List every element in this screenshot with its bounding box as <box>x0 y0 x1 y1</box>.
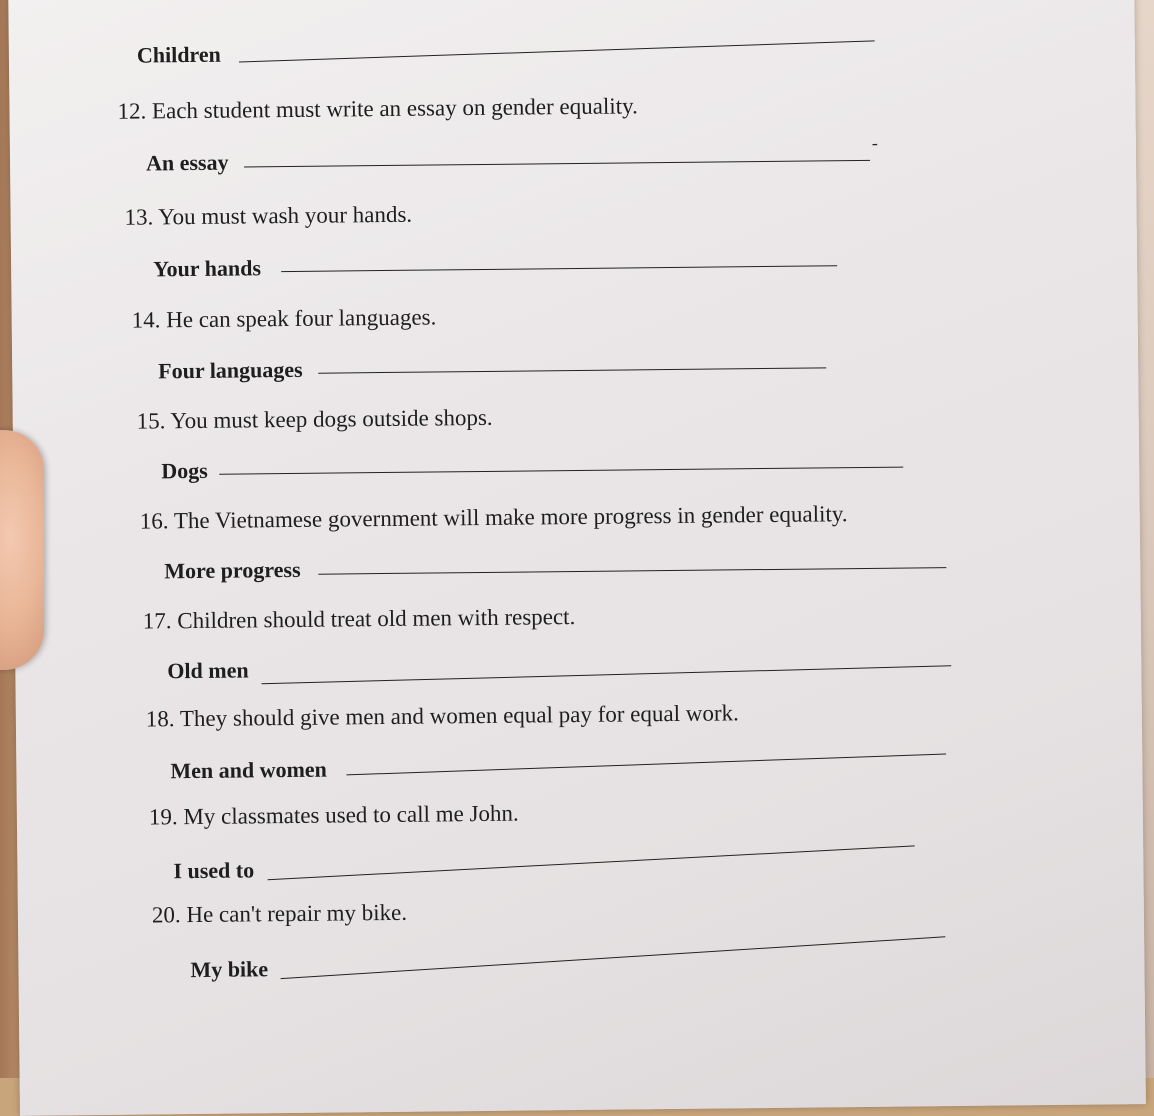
finger-holding-page <box>0 430 44 670</box>
question-17: 17. Children should treat old men with respect. <box>142 604 576 634</box>
answer-blank-14[interactable] <box>318 367 826 373</box>
answer-blank-12[interactable] <box>244 160 870 168</box>
answer-blank-19[interactable] <box>268 845 915 880</box>
label-an-essay: An essay <box>145 149 229 176</box>
answer-blank-16[interactable] <box>318 567 946 575</box>
question-19: 19. My classmates used to call me John. <box>148 800 519 830</box>
answer-blank-13[interactable] <box>281 265 837 272</box>
label-your-hands: Your hands <box>153 255 262 282</box>
stray-mark: - <box>871 132 878 153</box>
question-14: 14. He can speak four languages. <box>131 304 437 333</box>
question-18: 18. They should give men and women equal pay for equal work. <box>145 700 739 732</box>
question-12: 12. Each student must write an essay on gender equality. <box>117 93 638 124</box>
label-my-bike: My bike <box>190 956 269 983</box>
answer-blank-15[interactable] <box>219 467 903 475</box>
worksheet-paper <box>8 0 1146 1116</box>
answer-blank-17[interactable] <box>261 665 951 684</box>
label-children: Children <box>136 41 221 68</box>
answer-blank-18[interactable] <box>346 753 946 775</box>
label-four-languages: Four languages <box>158 356 303 384</box>
label-more-progress: More progress <box>164 556 301 584</box>
label-old-men: Old men <box>167 657 249 684</box>
label-men-and-women: Men and women <box>170 756 327 784</box>
label-dogs: Dogs <box>161 457 208 484</box>
question-20: 20. He can't repair my bike. <box>151 899 408 928</box>
answer-blank-11[interactable] <box>239 40 875 62</box>
question-16: 16. The Vietnamese government will make more progress in gender equality. <box>139 501 848 534</box>
question-15: 15. You must keep dogs outside shops. <box>136 404 493 434</box>
label-i-used-to: I used to <box>173 857 255 884</box>
answer-blank-20[interactable] <box>281 936 946 979</box>
question-13: 13. You must wash your hands. <box>124 201 413 230</box>
